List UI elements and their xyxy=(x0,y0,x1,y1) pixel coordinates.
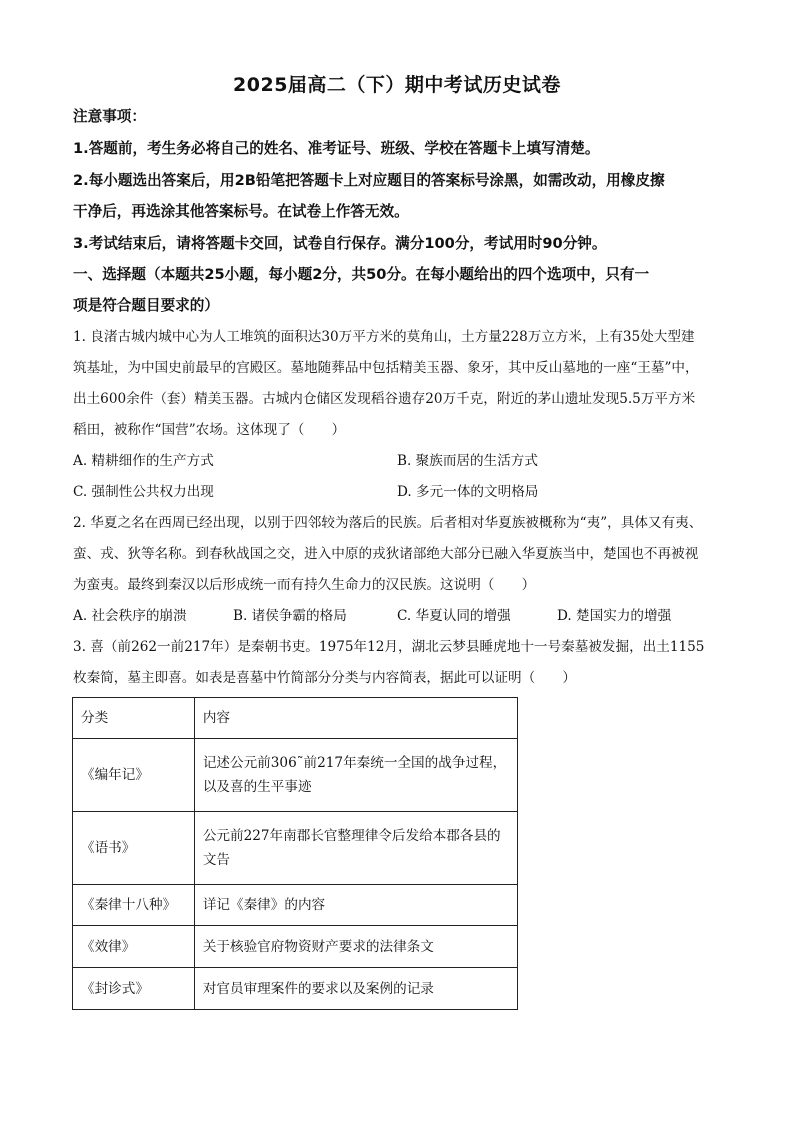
table-cell-category: 《编年记》 xyxy=(73,739,195,812)
content-line: 记述公元前306˜前217年秦统一全国的战争过程， xyxy=(202,755,507,771)
notice-item: 干净后，再选涂其他答案标号。在试卷上作答无效。 xyxy=(73,203,409,220)
option-b: B. 诸侯争霸的格局 xyxy=(233,608,347,624)
question-text: 出土600余件（套）精美玉器。古城内仓储区发现稻谷遗存20万千克，附近的茅山遗址发现5.5万平方米 xyxy=(73,391,696,407)
table-cell-content xyxy=(194,885,517,926)
option-d: D. 多元一体的文明格局 xyxy=(397,484,539,500)
content-line: 详记《秦律》的内容 xyxy=(202,897,326,913)
content-line: 公元前227年南郡长官整理律令后发给本郡各县的 xyxy=(202,828,501,844)
notice-heading: 注意事项： xyxy=(73,108,146,125)
table-row xyxy=(73,812,518,885)
option-b: B. 聚族而居的生活方式 xyxy=(397,453,538,469)
content-line: 文告 xyxy=(202,852,230,868)
section-heading: 项是符合题目要求的） xyxy=(73,297,219,314)
table-cell-category: 《效律》 xyxy=(73,926,195,968)
section-heading: 一、选择题（本题共25小题，每小题2分，共50分。在每小题给出的四个选项中，只有一 xyxy=(73,266,650,283)
table-cell-content xyxy=(194,968,517,1010)
notice-item: 2.每小题选出答案后，用2B铅笔把答题卡上对应题目的答案标号涂黑，如需改动，用橡皮擦 xyxy=(73,172,665,189)
table-row xyxy=(73,739,518,812)
notice-item: 1.答题前，考生务必将自己的姓名、准考证号、班级、学校在答题卡上填写清楚。 xyxy=(73,140,600,157)
table-header-row xyxy=(73,698,518,739)
table-cell-category: 《封诊式》 xyxy=(73,968,195,1010)
question-text: 1. 良渚古城内城中心为人工堆筑的面积达30万平方米的莫角山，土方量228万立方米，上有35处大型建 xyxy=(73,329,695,345)
question-text: 蛮、戎、狄等名称。到春秋战国之交，进入中原的戎狄诸部绝大部分已融入华夏族当中，楚国也不再被视 xyxy=(73,546,699,562)
question-text: 稻田，被称作“国营”农场。这体现了（ ） xyxy=(73,422,346,438)
content-line: 关于核验官府物资财产要求的法律条文 xyxy=(202,938,434,955)
option-a: A. 社会秩序的崩溃 xyxy=(73,608,187,624)
table-row xyxy=(73,885,518,926)
table-header-cell: 分类 xyxy=(73,698,195,739)
question-text: 3. 喜（前262一前217年）是秦朝书吏。1975年12月，湖北云梦县睡虎地十一号秦墓被发掘，出土1155 xyxy=(73,639,705,655)
table-cell-content xyxy=(194,739,517,812)
table-cell-content xyxy=(194,926,517,968)
question-text: 为蛮夷。最终到秦汉以后形成统一而有持久生命力的汉民族。这说明（ ） xyxy=(73,577,536,593)
table-row xyxy=(73,926,518,968)
table-cell-content xyxy=(194,812,517,885)
content-line: 以及喜的生平事迹 xyxy=(202,779,312,795)
table-cell-category: 《语书》 xyxy=(73,812,195,885)
option-a: A. 精耕细作的生产方式 xyxy=(73,453,214,469)
option-d: D. 楚国实力的增强 xyxy=(557,608,672,624)
table-row xyxy=(73,968,518,1010)
option-c: C. 华夏认同的增强 xyxy=(397,608,511,624)
bamboo-slips-table xyxy=(72,697,518,1010)
question-text: 筑基址，为中国史前最早的宫殿区。墓地随葬品中包括精美玉器、象牙，其中反山墓地的一座“王墓”中， xyxy=(73,360,699,376)
table-header-cell: 内容 xyxy=(194,698,517,739)
question-text: 枚秦简，墓主即喜。如表是喜墓中竹简部分分类与内容简表，据此可以证明（ ） xyxy=(73,670,576,686)
content-line: 对官员审理案件的要求以及案例的记录 xyxy=(202,980,434,997)
page-title: 2025届高二（下）期中考试历史试卷 xyxy=(233,74,561,96)
question-text: 2. 华夏之名在西周已经出现，以别于四邻较为落后的民族。后者相对华夏族被概称为“夷”，具体又有夷、 xyxy=(73,515,703,531)
notice-item: 3.考试结束后，请将答题卡交回，试卷自行保存。满分100分，考试用时90分钟。 xyxy=(73,235,607,252)
table-cell-category: 《秦律十八种》 xyxy=(73,885,195,926)
option-c: C. 强制性公共权力出现 xyxy=(73,484,214,500)
